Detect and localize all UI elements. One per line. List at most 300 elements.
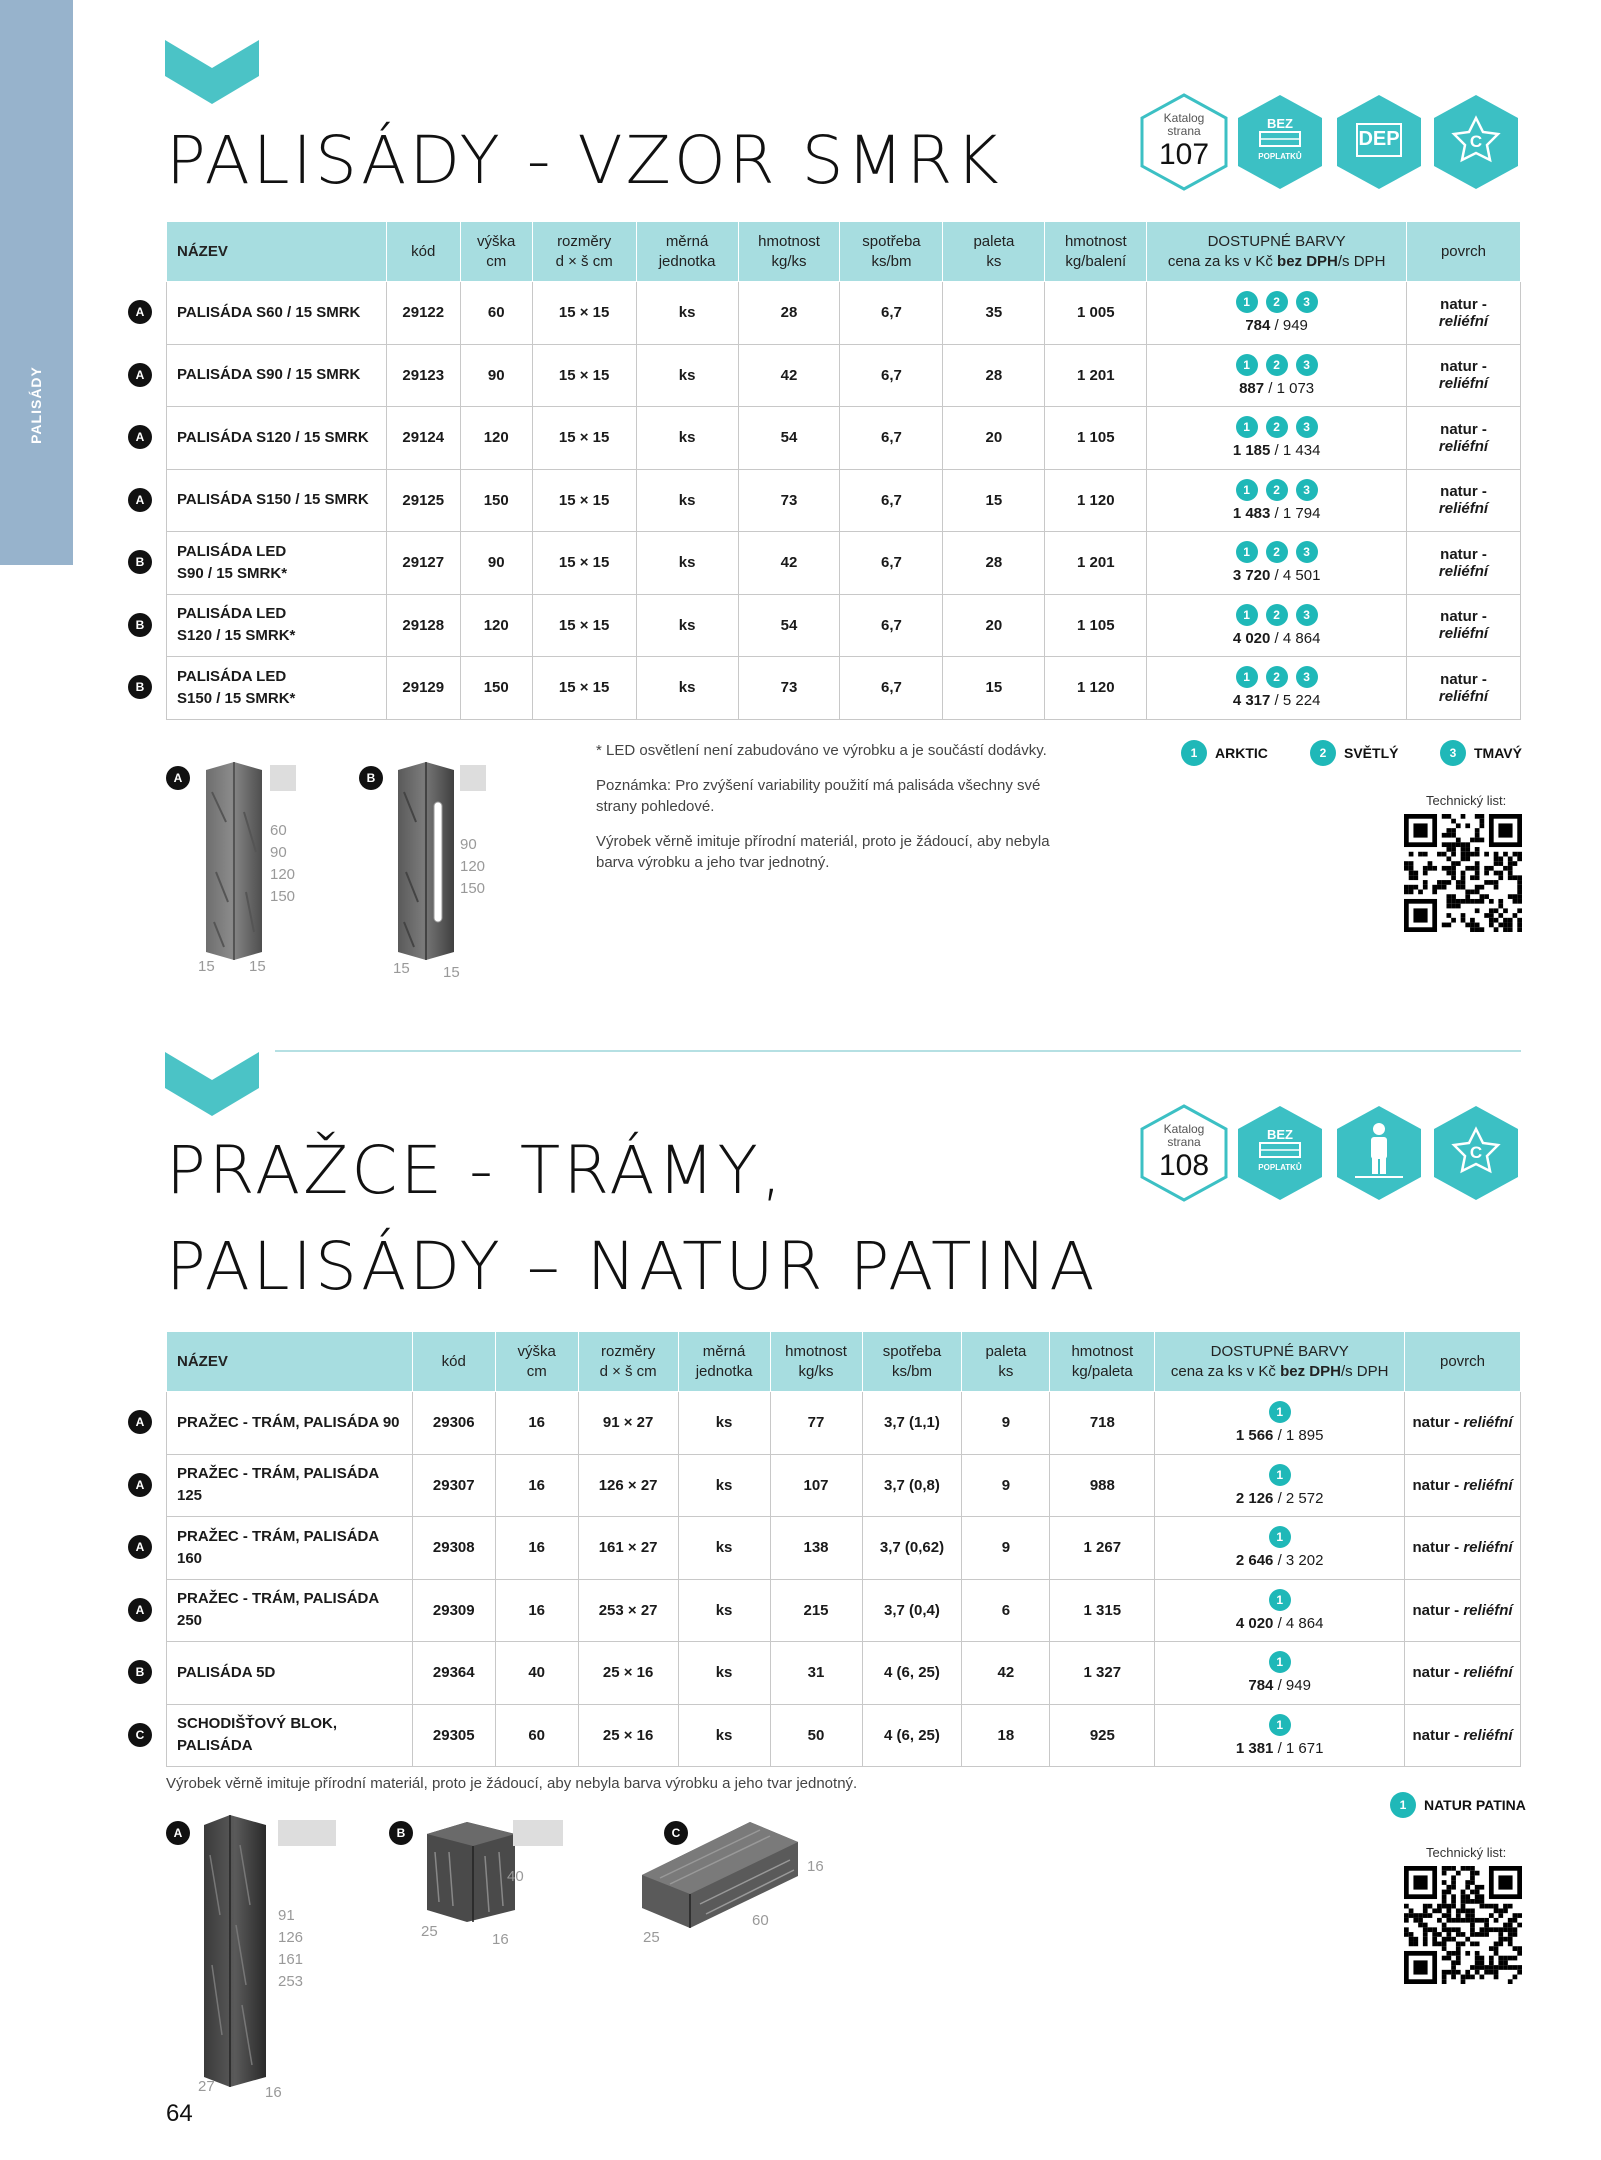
product-price: 1 4 020 / 4 864 [1155, 1579, 1405, 1642]
product-name: PRAŽEC - TRÁM, PALISÁDA 160 [167, 1517, 413, 1580]
catalog-label: Katalog [1163, 1122, 1205, 1136]
product-height: 120 [460, 407, 532, 470]
product-surface: natur - reliéfní [1405, 1392, 1521, 1455]
row-marker: A [128, 1535, 152, 1559]
table-row [167, 1642, 1521, 1705]
c-class-label: C [1469, 132, 1483, 151]
table-row [167, 657, 1521, 720]
tech-sheet-label: Technický list: [1426, 1845, 1507, 1860]
color-dot: 3 [1296, 604, 1318, 626]
post-a-base: 15 [198, 958, 215, 975]
row-marker: A [128, 425, 152, 449]
product-price: 1 784 / 949 [1155, 1642, 1405, 1705]
color-dot: 1 [1269, 1714, 1291, 1736]
color-dot: 3 [1440, 740, 1466, 766]
color-dot: 1 [1236, 291, 1258, 313]
catalog-label-2: strana [1167, 124, 1201, 138]
product-dims: 15 × 15 [532, 344, 636, 407]
row-marker: B [128, 675, 152, 699]
product-weight: 73 [738, 469, 840, 532]
color-dot: 2 [1266, 541, 1288, 563]
product-height: 90 [460, 532, 532, 595]
product-unit: ks [678, 1704, 770, 1767]
no-fees-top: BEZ [1267, 1127, 1293, 1142]
block-b-dim: 40 [507, 1868, 524, 1885]
color-dot: 1 [1236, 604, 1258, 626]
color-dot: 1 [1269, 1589, 1291, 1611]
header-unit: měrná jednotka [636, 222, 738, 282]
table-row [167, 344, 1521, 407]
chevron-icon [165, 40, 259, 104]
color-swatch [270, 765, 296, 791]
product-dims: 161 × 27 [578, 1517, 678, 1580]
product-dims: 15 × 15 [532, 594, 636, 657]
product-consumption: 4 (6, 25) [862, 1704, 962, 1767]
color-dot: 1 [1236, 541, 1258, 563]
color-dot: 1 [1181, 740, 1207, 766]
post-a-heights: 60 90 120 150 [270, 822, 296, 905]
header-code: kód [412, 1332, 495, 1392]
product-name: PALISÁDA LED S120 / 15 SMRK* [167, 594, 387, 657]
product-marker: B [389, 1821, 413, 1845]
no-fees-badge [1234, 92, 1326, 192]
product-pallet: 9 [962, 1517, 1050, 1580]
post-b-heights: 90 120 150 [460, 836, 486, 897]
product-weight-pack: 925 [1050, 1704, 1155, 1767]
color-dot: 1 [1269, 1401, 1291, 1423]
product-consumption: 6,7 [840, 407, 943, 470]
dep-badge [1333, 92, 1425, 192]
note-line: Poznámka: Pro zvýšení variability použití má palisáda všechny své [596, 777, 1041, 794]
row-marker: B [128, 1660, 152, 1684]
product-price: 1 2 3 1 483 / 1 794 [1147, 469, 1407, 532]
product-height: 16 [495, 1392, 578, 1455]
product-weight-pack: 1 267 [1050, 1517, 1155, 1580]
product-height: 120 [460, 594, 532, 657]
product-weight: 107 [770, 1454, 862, 1517]
color-swatch [513, 1820, 563, 1846]
product-pallet: 20 [943, 407, 1045, 470]
product-height: 90 [460, 344, 532, 407]
color-dot: 3 [1296, 291, 1318, 313]
color-dot: 1 [1269, 1526, 1291, 1548]
product-surface: natur - reliéfní [1405, 1579, 1521, 1642]
product-weight-pack: 1 120 [1045, 469, 1147, 532]
block-b-image [425, 1822, 517, 1922]
product-height: 150 [460, 657, 532, 720]
row-marker: B [128, 613, 152, 637]
product-dims: 15 × 15 [532, 657, 636, 720]
color-dot: 2 [1266, 666, 1288, 688]
row-marker: B [128, 550, 152, 574]
note-line: strany pohledové. [596, 798, 715, 815]
led-note: * LED osvětlení není zabudováno ve výrobku a je součástí dodávky. [596, 742, 1047, 759]
color-dot: 3 [1296, 354, 1318, 376]
product-code: 29309 [412, 1579, 495, 1642]
product-weight: 138 [770, 1517, 862, 1580]
catalog-page-badge[interactable] [1138, 92, 1230, 192]
product-code: 29308 [412, 1517, 495, 1580]
product-unit: ks [636, 657, 738, 720]
color-legend-item [1440, 740, 1522, 766]
catalog-page-number: 108 [1158, 1149, 1210, 1182]
product-weight-pack: 1 005 [1045, 282, 1147, 345]
qr-code-icon[interactable] [1404, 814, 1522, 932]
header-height: výška cm [460, 222, 532, 282]
product-code: 29122 [386, 282, 460, 345]
color-legend-label: SVĚTLÝ [1344, 745, 1399, 761]
row-marker: A [128, 1410, 152, 1434]
product-weight-pack: 1 315 [1050, 1579, 1155, 1642]
post-a-base: 15 [249, 958, 266, 975]
product-code: 29129 [386, 657, 460, 720]
table-row [167, 1392, 1521, 1455]
product-surface: natur - reliéfní [1406, 594, 1520, 657]
product-name: PALISÁDA S90 / 15 SMRK [167, 344, 387, 407]
note-line: Výrobek věrně imituje přírodní materiál, proto je žádoucí, aby nebyla [596, 833, 1050, 850]
color-dot: 3 [1296, 541, 1318, 563]
product-consumption: 6,7 [840, 594, 943, 657]
product-weight: 28 [738, 282, 840, 345]
header-weight-pack: hmotnost kg/paleta [1050, 1332, 1155, 1392]
header-pallet: paleta ks [943, 222, 1045, 282]
table-row [167, 282, 1521, 345]
post-a-image [196, 762, 268, 962]
catalog-label: Katalog [1163, 111, 1205, 125]
product-unit: ks [636, 469, 738, 532]
product-weight: 215 [770, 1579, 862, 1642]
product-code: 29306 [412, 1392, 495, 1455]
product-weight-pack: 1 201 [1045, 344, 1147, 407]
color-dot: 2 [1266, 291, 1288, 313]
product-marker: C [664, 1821, 688, 1845]
product-weight: 42 [738, 344, 840, 407]
block-c-dim: 16 [807, 1858, 824, 1875]
color-dot: 1 [1269, 1464, 1291, 1486]
header-surface: povrch [1406, 222, 1520, 282]
color-dot: 1 [1269, 1651, 1291, 1673]
color-dot: 1 [1236, 354, 1258, 376]
note-line: barva výrobku a jeho tvar jednotný. [596, 854, 830, 871]
color-legend-label: TMAVÝ [1474, 745, 1522, 761]
c-class-badge [1430, 92, 1522, 192]
color-legend-label: NATUR PATINA [1424, 1797, 1526, 1813]
product-name: PRAŽEC - TRÁM, PALISÁDA 90 [167, 1392, 413, 1455]
product-surface: natur - reliéfní [1405, 1704, 1521, 1767]
product-weight: 73 [738, 657, 840, 720]
color-dot: 1 [1236, 666, 1258, 688]
product-name: PRAŽEC - TRÁM, PALISÁDA 250 [167, 1579, 413, 1642]
product-unit: ks [636, 407, 738, 470]
beam-a-base: 16 [265, 2084, 282, 2101]
block-b-dim: 16 [492, 1931, 509, 1948]
product-unit: ks [678, 1579, 770, 1642]
product-code: 29123 [386, 344, 460, 407]
product-unit: ks [636, 594, 738, 657]
product-pallet: 42 [962, 1642, 1050, 1705]
product-surface: natur - reliéfní [1405, 1454, 1521, 1517]
product-weight-pack: 718 [1050, 1392, 1155, 1455]
header-code: kód [386, 222, 460, 282]
no-fees-badge [1234, 1103, 1326, 1203]
product-surface: natur - reliéfní [1405, 1517, 1521, 1580]
product-table-smrk [166, 221, 1521, 720]
product-dims: 25 × 16 [578, 1642, 678, 1705]
product-consumption: 3,7 (1,1) [862, 1392, 962, 1455]
catalog-page-badge[interactable] [1138, 1103, 1230, 1203]
product-surface: natur - reliéfní [1406, 657, 1520, 720]
product-marker: B [359, 766, 383, 790]
post-b-led-image [392, 762, 464, 962]
product-weight: 54 [738, 594, 840, 657]
product-pallet: 35 [943, 282, 1045, 345]
product-name: PALISÁDA LED S90 / 15 SMRK* [167, 532, 387, 595]
color-legend-item [1181, 740, 1268, 766]
product-code: 29124 [386, 407, 460, 470]
product-weight-pack: 1 120 [1045, 657, 1147, 720]
table-row [167, 1704, 1521, 1767]
product-unit: ks [678, 1642, 770, 1705]
post-b-base: 15 [393, 960, 410, 977]
product-dims: 15 × 15 [532, 407, 636, 470]
product-height: 60 [495, 1704, 578, 1767]
product-code: 29128 [386, 594, 460, 657]
table-row [167, 1517, 1521, 1580]
header-colors: DOSTUPNÉ BARVY cena za ks v Kč bez DPH/s DPH [1147, 222, 1407, 282]
row-marker: A [128, 300, 152, 324]
dep-label: DEP [1358, 128, 1400, 150]
product-code: 29305 [412, 1704, 495, 1767]
product-height: 40 [495, 1642, 578, 1705]
row-marker: A [128, 363, 152, 387]
product-weight-pack: 1 327 [1050, 1642, 1155, 1705]
side-tab [0, 0, 73, 565]
product-name: PALISÁDA 5D [167, 1642, 413, 1705]
beam-a-lengths: 91 126 161 253 [278, 1907, 304, 1990]
product-name: PALISÁDA LED S150 / 15 SMRK* [167, 657, 387, 720]
product-price: 1 2 3 4 020 / 4 864 [1147, 594, 1407, 657]
section-divider [275, 1050, 1521, 1052]
table-row [167, 594, 1521, 657]
product-surface: natur - reliéfní [1406, 407, 1520, 470]
color-dot: 2 [1266, 479, 1288, 501]
step-block-c-image [640, 1820, 800, 1930]
product-dims: 126 × 27 [578, 1454, 678, 1517]
product-unit: ks [678, 1392, 770, 1455]
header-dims: rozměry d × š cm [578, 1332, 678, 1392]
color-dot: 1 [1236, 416, 1258, 438]
color-legend-label: ARKTIC [1215, 745, 1268, 761]
row-marker: C [128, 1723, 152, 1747]
table-row [167, 1579, 1521, 1642]
beam-a-base: 27 [198, 2078, 215, 2095]
product-height: 16 [495, 1517, 578, 1580]
catalog-page-number: 107 [1158, 138, 1210, 171]
product-weight: 54 [738, 407, 840, 470]
table-row [167, 407, 1521, 470]
product-name: PALISÁDA S120 / 15 SMRK [167, 407, 387, 470]
product-consumption: 6,7 [840, 344, 943, 407]
header-name: NÁZEV [167, 222, 387, 282]
product-price: 1 2 3 1 185 / 1 434 [1147, 407, 1407, 470]
product-height: 16 [495, 1454, 578, 1517]
header-pallet: paleta ks [962, 1332, 1050, 1392]
table-row [167, 532, 1521, 595]
product-weight-pack: 988 [1050, 1454, 1155, 1517]
product-weight-pack: 1 105 [1045, 594, 1147, 657]
beam-a-image [200, 1815, 272, 2090]
header-colors: DOSTUPNÉ BARVY cena za ks v Kč bez DPH/s DPH [1155, 1332, 1405, 1392]
header-weight-pack: hmotnost kg/balení [1045, 222, 1147, 282]
product-table-natur-patina [166, 1331, 1521, 1767]
row-marker: A [128, 1473, 152, 1497]
product-dims: 25 × 16 [578, 1704, 678, 1767]
product-consumption: 4 (6, 25) [862, 1642, 962, 1705]
product-consumption: 3,7 (0,8) [862, 1454, 962, 1517]
product-dims: 15 × 15 [532, 469, 636, 532]
header-consumption: spotřeba ks/bm [862, 1332, 962, 1392]
product-weight-pack: 1 105 [1045, 407, 1147, 470]
color-dot: 3 [1296, 416, 1318, 438]
header-dims: rozměry d × š cm [532, 222, 636, 282]
product-height: 16 [495, 1579, 578, 1642]
product-code: 29125 [386, 469, 460, 532]
product-code: 29127 [386, 532, 460, 595]
color-swatch [278, 1820, 336, 1846]
table-row [167, 1454, 1521, 1517]
product-consumption: 3,7 (0,62) [862, 1517, 962, 1580]
chevron-icon [165, 1052, 259, 1116]
product-consumption: 6,7 [840, 532, 943, 595]
page-number: 64 [166, 2100, 193, 2127]
block-b-dim: 25 [421, 1923, 438, 1940]
catalog-label-2: strana [1167, 1135, 1201, 1149]
header-weight: hmotnost kg/ks [770, 1332, 862, 1392]
tech-sheet-label: Technický list: [1426, 793, 1507, 808]
product-consumption: 6,7 [840, 657, 943, 720]
post-b-base: 15 [443, 964, 460, 981]
color-dot: 3 [1296, 666, 1318, 688]
section-title: PALISÁDY - VZOR SMRK [166, 122, 1002, 199]
no-fees-bottom: POPLATKŮ [1258, 152, 1302, 161]
product-name: PRAŽEC - TRÁM, PALISÁDA 125 [167, 1454, 413, 1517]
table-row [167, 469, 1521, 532]
product-pallet: 6 [962, 1579, 1050, 1642]
product-height: 150 [460, 469, 532, 532]
product-unit: ks [636, 282, 738, 345]
product-name: PALISÁDA S60 / 15 SMRK [167, 282, 387, 345]
header-name: NÁZEV [167, 1332, 413, 1392]
product-marker: A [166, 1821, 190, 1845]
product-weight: 50 [770, 1704, 862, 1767]
block-c-dim: 25 [643, 1929, 660, 1946]
color-dot: 1 [1236, 479, 1258, 501]
row-marker: A [128, 1598, 152, 1622]
notes-block [596, 740, 1156, 873]
block-c-dim: 60 [752, 1912, 769, 1929]
product-unit: ks [636, 532, 738, 595]
product-marker: A [166, 766, 190, 790]
c-class-badge [1430, 1103, 1522, 1203]
product-pallet: 18 [962, 1704, 1050, 1767]
product-price: 1 1 381 / 1 671 [1155, 1704, 1405, 1767]
product-surface: natur - reliéfní [1406, 344, 1520, 407]
product-pallet: 28 [943, 532, 1045, 595]
product-weight: 77 [770, 1392, 862, 1455]
product-surface: natur - reliéfní [1406, 532, 1520, 595]
product-pallet: 15 [943, 469, 1045, 532]
product-pallet: 9 [962, 1392, 1050, 1455]
color-legend-item [1310, 740, 1398, 766]
product-surface: natur - reliéfní [1405, 1642, 1521, 1705]
product-pallet: 15 [943, 657, 1045, 720]
color-dot: 3 [1296, 479, 1318, 501]
qr-code-icon[interactable] [1404, 1866, 1522, 1984]
product-price: 1 2 126 / 2 572 [1155, 1454, 1405, 1517]
product-code: 29307 [412, 1454, 495, 1517]
product-dims: 15 × 15 [532, 282, 636, 345]
product-surface: natur - reliéfní [1406, 282, 1520, 345]
product-weight: 31 [770, 1642, 862, 1705]
product-price: 1 2 3 3 720 / 4 501 [1147, 532, 1407, 595]
product-surface: natur - reliéfní [1406, 469, 1520, 532]
no-fees-top: BEZ [1267, 116, 1293, 131]
product-price: 1 2 3 4 317 / 5 224 [1147, 657, 1407, 720]
product-pallet: 28 [943, 344, 1045, 407]
product-code: 29364 [412, 1642, 495, 1705]
product-price: 1 2 3 887 / 1 073 [1147, 344, 1407, 407]
product-weight: 42 [738, 532, 840, 595]
person-icon [1333, 1103, 1425, 1203]
header-surface: povrch [1405, 1332, 1521, 1392]
product-name: PALISÁDA S150 / 15 SMRK [167, 469, 387, 532]
color-dot: 2 [1266, 604, 1288, 626]
header-consumption: spotřeba ks/bm [840, 222, 943, 282]
product-price: 1 2 646 / 3 202 [1155, 1517, 1405, 1580]
product-unit: ks [678, 1454, 770, 1517]
color-dot: 2 [1266, 416, 1288, 438]
header-weight: hmotnost kg/ks [738, 222, 840, 282]
color-dot: 2 [1266, 354, 1288, 376]
product-weight-pack: 1 201 [1045, 532, 1147, 595]
c-class-label: C [1469, 1143, 1483, 1162]
product-dims: 91 × 27 [578, 1392, 678, 1455]
product-consumption: 6,7 [840, 282, 943, 345]
product-price: 1 2 3 784 / 949 [1147, 282, 1407, 345]
product-unit: ks [678, 1517, 770, 1580]
imitation-note: Výrobek věrně imituje přírodní materiál, proto je žádoucí, aby nebyla barva výrobku a jeho tvar jednotný. [166, 1775, 858, 1792]
header-height: výška cm [495, 1332, 578, 1392]
product-consumption: 3,7 (0,4) [862, 1579, 962, 1642]
color-swatch [460, 765, 486, 791]
product-unit: ks [636, 344, 738, 407]
product-pallet: 20 [943, 594, 1045, 657]
color-dot: 2 [1310, 740, 1336, 766]
product-dims: 253 × 27 [578, 1579, 678, 1642]
product-dims: 15 × 15 [532, 532, 636, 595]
color-legend-item [1390, 1792, 1526, 1818]
row-marker: A [128, 488, 152, 512]
section-title: PRAŽCE - TRÁMY, PALISÁDY – NATUR PATINA [166, 1132, 1098, 1305]
product-pallet: 9 [962, 1454, 1050, 1517]
product-name: SCHODIŠŤOVÝ BLOK, PALISÁDA [167, 1704, 413, 1767]
product-consumption: 6,7 [840, 469, 943, 532]
side-tab-label: PALISÁDY [28, 366, 44, 444]
color-dot: 1 [1390, 1792, 1416, 1818]
header-unit: měrná jednotka [678, 1332, 770, 1392]
product-price: 1 1 566 / 1 895 [1155, 1392, 1405, 1455]
no-fees-bottom: POPLATKŮ [1258, 1163, 1302, 1172]
